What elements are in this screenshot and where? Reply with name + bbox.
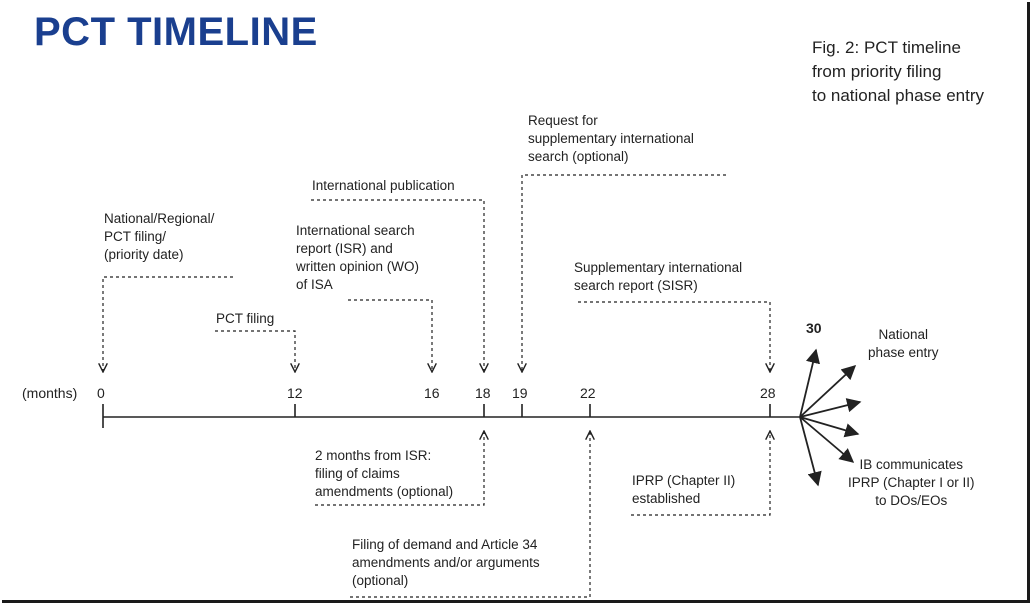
tick-label-12: 12	[287, 385, 303, 401]
label-iprp-established: IPRP (Chapter II) established	[632, 473, 736, 506]
pct-filing-connector	[215, 331, 295, 372]
label-ib-communicates: IB communicates IPRP (Chapter I or II) to DOs/EOs	[848, 457, 975, 508]
label-international-publication: International publication	[312, 178, 455, 193]
fan-arrow	[800, 417, 853, 462]
label-national-filing: National/Regional/ PCT filing/ (priority date)	[104, 211, 215, 262]
tick-label-0: 0	[97, 385, 105, 401]
tick-label-16: 16	[424, 385, 440, 401]
sisr-connector	[578, 302, 770, 372]
isr-connector	[348, 300, 432, 372]
label-isr: International search report (ISR) and written opinion (WO) of ISA	[296, 223, 420, 292]
national-filing-connector	[103, 277, 233, 372]
label-national-phase-entry: National phase entry	[868, 327, 939, 360]
tick-label-19: 19	[512, 385, 528, 401]
caption-line: Fig. 2: PCT timeline	[812, 38, 961, 57]
caption-line: from priority filing	[812, 62, 942, 81]
label-claims-amendments: 2 months from ISR: filing of claims amendments (optional)	[315, 448, 454, 499]
label-pct-filing: PCT filing	[216, 311, 275, 326]
label-sisr: Supplementary international search report (SISR)	[574, 260, 743, 293]
tick-label-28: 28	[760, 385, 776, 401]
label-sis-request: Request for supplementary international search (optional)	[528, 113, 694, 164]
tick-label-30: 30	[806, 320, 822, 336]
axis-unit-label: (months)	[22, 385, 78, 401]
caption-line: to national phase entry	[812, 86, 985, 105]
fan-arrow	[800, 417, 818, 485]
label-demand-filing: Filing of demand and Article 34 amendments and/or arguments (optional)	[352, 537, 540, 588]
fan-arrow	[800, 350, 816, 417]
page-title: PCT TIMELINE	[34, 10, 318, 54]
tick-label-18: 18	[475, 385, 491, 401]
tick-label-22: 22	[580, 385, 596, 401]
tick-marks	[103, 404, 770, 428]
